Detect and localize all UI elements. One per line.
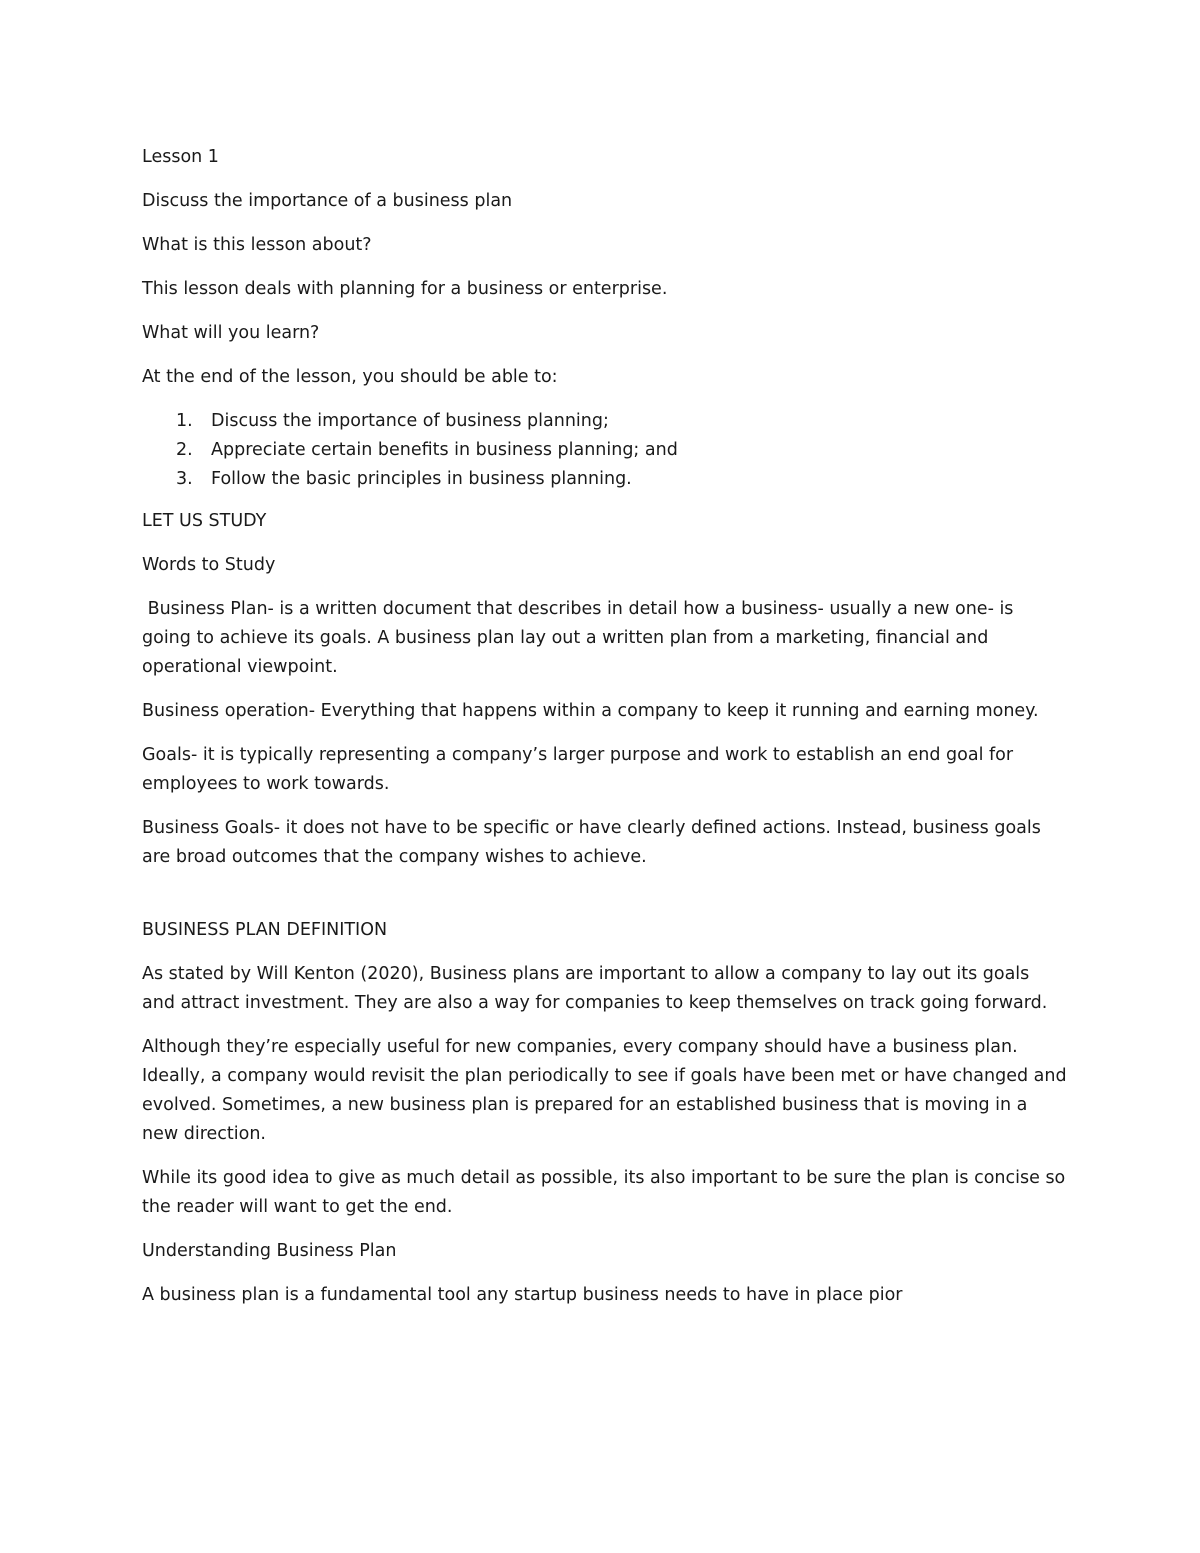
definition-business-plan: Business Plan- is a written document that describes in detail how a business- usually a new one- is going to achieve its goals. A business plan lay out a written plan from a marketing, financial and operational viewpoint.: [142, 599, 1020, 677]
words-heading: Words to Study: [142, 555, 276, 575]
blank-line: [142, 887, 1067, 916]
objective-text: Appreciate certain benefits in business planning; and: [211, 440, 678, 460]
definition-paragraph-2: Although they’re especially useful for new companies, every company should have a business plan. Ideally, a company would revisit the plan periodically to see if goals have been met or have changed and evolved. Sometimes, a new business plan is prepared for an established business that is moving in a new direction.: [142, 1037, 1067, 1144]
objective-text: Follow the basic principles in business planning.: [211, 469, 632, 489]
definition-paragraph-3: While its good idea to give as much detail as possible, its also important to be sure the plan is concise so the reader will want to get the end.: [142, 1168, 1066, 1217]
study-heading: LET US STUDY: [142, 511, 267, 531]
definition-paragraph-1: As stated by Will Kenton (2020), Business plans are important to allow a company to lay out its goals and attract investment. They are also a way for companies to keep themselves on track going forward.: [142, 964, 1048, 1013]
about-heading: What is this lesson about?: [142, 235, 372, 255]
objective-number: 3.: [176, 469, 193, 489]
understanding-heading: Understanding Business Plan: [142, 1241, 397, 1261]
objective-number: 1.: [176, 411, 193, 431]
learn-intro: At the end of the lesson, you should be able to:: [142, 367, 558, 387]
learn-heading: What will you learn?: [142, 323, 320, 343]
lesson-title: Lesson 1: [142, 147, 219, 167]
objective-item: [142, 465, 1067, 494]
objective-item: [142, 407, 1067, 436]
definition-section-heading: BUSINESS PLAN DEFINITION: [142, 920, 388, 940]
objective-number: 2.: [176, 440, 193, 460]
objective-item: [142, 436, 1067, 465]
definition-business-operation: Business operation- Everything that happens within a company to keep it running and earning money.: [142, 701, 1039, 721]
about-text: This lesson deals with planning for a business or enterprise.: [142, 279, 668, 299]
definition-business-goals: Business Goals- it does not have to be specific or have clearly defined actions. Instead, business goals are broad outcomes that the company wishes to achieve.: [142, 818, 1041, 867]
document-body: [142, 143, 1067, 1325]
objectives-list: [142, 407, 1067, 494]
definition-goals: Goals- it is typically representing a company’s larger purpose and work to establish an end goal for employees to work towards.: [142, 745, 1014, 794]
lesson-subtitle: Discuss the importance of a business plan: [142, 191, 513, 211]
objective-text: Discuss the importance of business planning;: [211, 411, 609, 431]
understanding-text: A business plan is a fundamental tool any startup business needs to have in place pior: [142, 1285, 903, 1305]
